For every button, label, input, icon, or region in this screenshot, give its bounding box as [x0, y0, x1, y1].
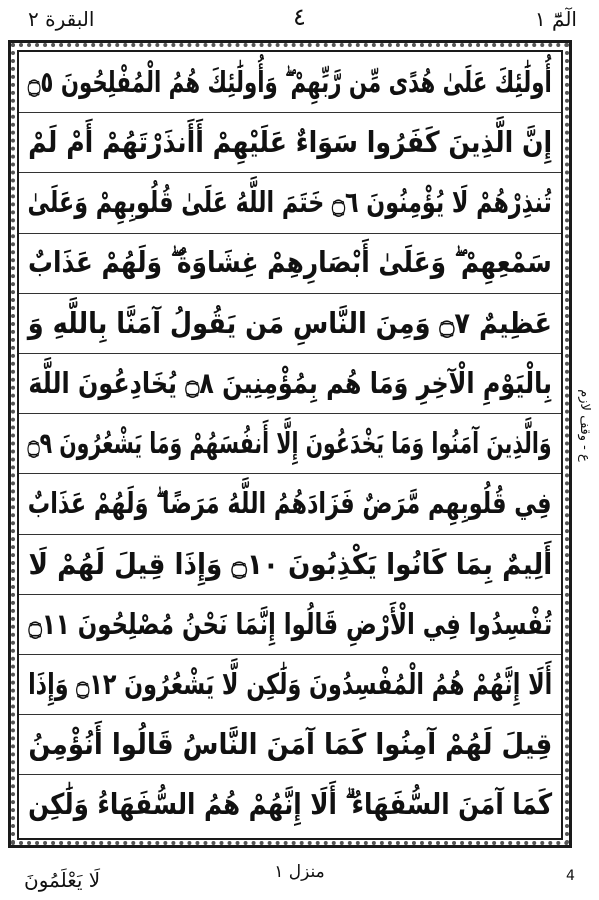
text-line: بِالْيَوْمِ الْآخِرِ وَمَا هُم بِمُؤْمِنِينَ ۝٨ يُخَادِعُونَ اللَّهَ	[28, 366, 552, 401]
text-line: أَلَا إِنَّهُمْ هُمُ الْمُفْسِدُونَ وَلَٰكِن لَّا يَشْعُرُونَ ۝١٢ وَإِذَا	[27, 667, 553, 702]
text-line: قِيلَ لَهُمْ آمِنُوا كَمَا آمَنَ النَّاسُ قَالُوا أَنُؤْمِنُ	[28, 727, 552, 762]
text-line: أَلِيمٌ بِمَا كَانُوا يَكْذِبُونَ ۝١٠ وَإِذَا قِيلَ لَهُمْ لَا	[28, 546, 552, 581]
text-panel	[17, 50, 563, 840]
catchword: لَا يَعْلَمُونَ	[24, 868, 101, 892]
text-line: وَالَّذِينَ آمَنُوا وَمَا يَخْدَعُونَ إِلَّا أَنفُسَهُمْ وَمَا يَشْعُرُونَ ۝٩	[28, 426, 552, 461]
juz-name-header: الٓمّٓ ١	[534, 7, 577, 31]
surah-name-header: البقرة ٢	[28, 7, 95, 31]
margin-annotation: ع - وقف لازم	[576, 388, 592, 462]
text-line: إِنَّ الَّذِينَ كَفَرُوا سَوَاءٌ عَلَيْهِمْ أَأَنذَرْتَهُمْ أَمْ لَمْ	[27, 125, 553, 160]
text-line: أُولَٰئِكَ عَلَىٰ هُدًى مِّن رَّبِّهِمْ ۖ وَأُولَٰئِكَ هُمُ الْمُفْلِحُونَ ۝٥	[28, 64, 552, 99]
text-line: تُفْسِدُوا فِي الْأَرْضِ قَالُوا إِنَّمَا نَحْنُ مُصْلِحُونَ ۝١١	[28, 606, 552, 641]
text-line: سَمْعِهِمْ ۖ وَعَلَىٰ أَبْصَارِهِمْ غِشَاوَةٌ ۖ وَلَهُمْ عَذَابٌ	[28, 245, 552, 280]
text-line: كَمَا آمَنَ السُّفَهَاءُ ۗ أَلَا إِنَّهُمْ هُمُ السُّفَهَاءُ وَلَٰكِن	[27, 786, 553, 821]
text-line: تُنذِرْهُمْ لَا يُؤْمِنُونَ ۝٦ خَتَمَ اللَّهُ عَلَىٰ قُلُوبِهِمْ وَعَلَىٰ	[27, 185, 553, 220]
page-number-footer: 4	[566, 868, 575, 884]
text-line: عَظِيمٌ ۝٧ وَمِنَ النَّاسِ مَن يَقُولُ آمَنَّا بِاللَّهِ وَ	[27, 305, 553, 340]
page-number-header: ٤	[293, 3, 306, 31]
text-line: فِي قُلُوبِهِم مَّرَضٌ فَزَادَهُمُ اللَّهُ مَرَضًا ۖ وَلَهُمْ عَذَابٌ	[28, 485, 552, 520]
manzil-label: منزل ١	[274, 862, 325, 882]
